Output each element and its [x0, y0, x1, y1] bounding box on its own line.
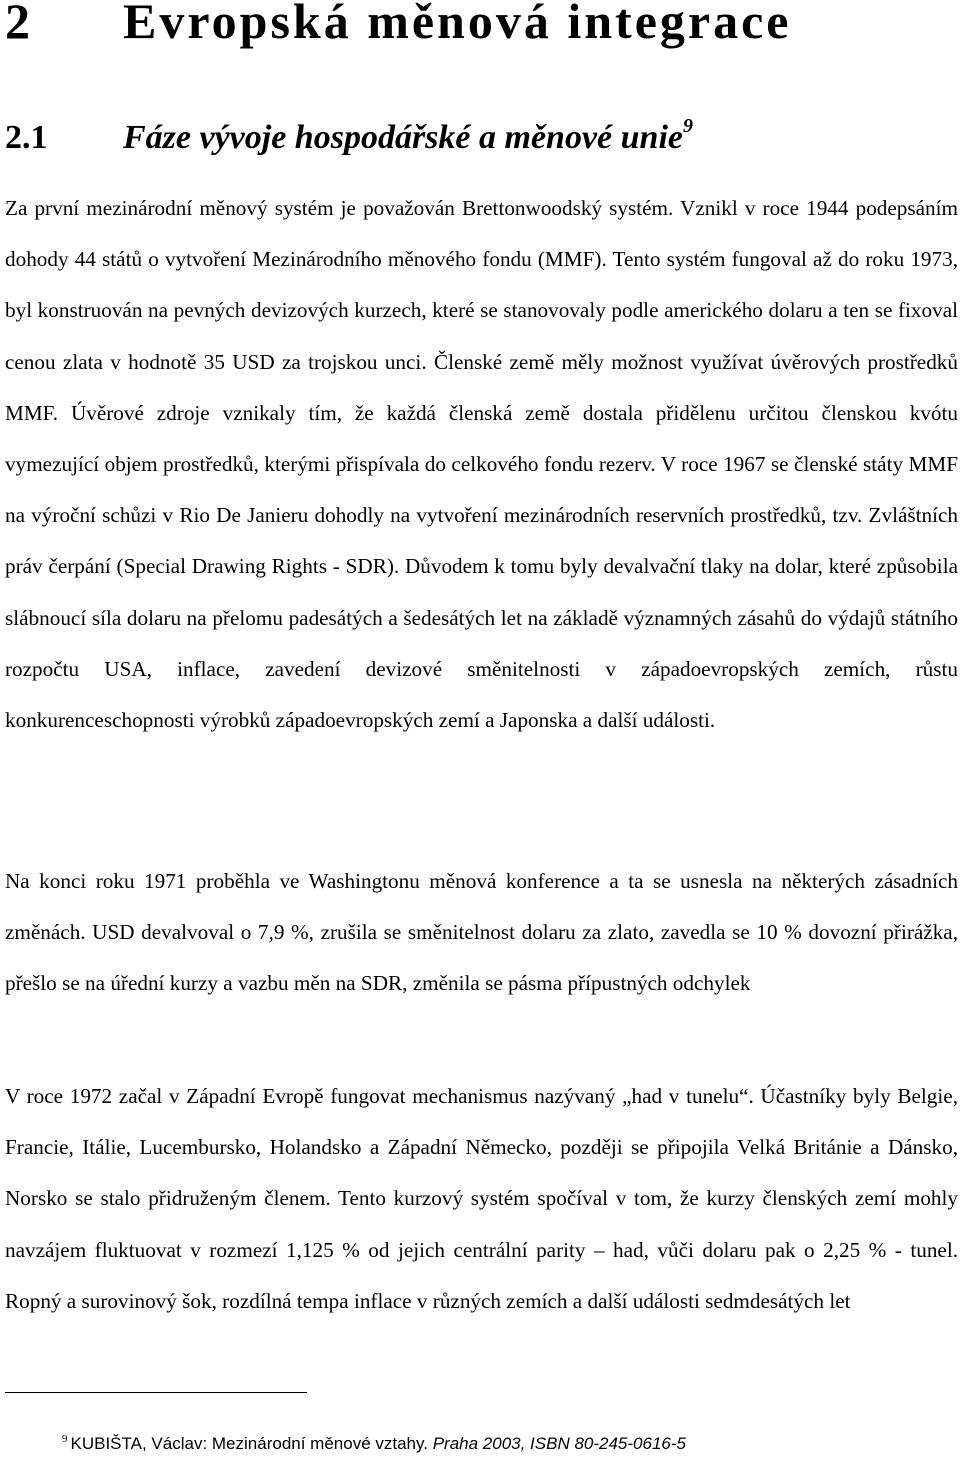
- chapter-title: Evropská měnová integrace: [123, 0, 792, 49]
- footnote-reference[interactable]: 9: [683, 114, 693, 137]
- body-paragraph: Na konci roku 1971 proběhla ve Washingtonu měnová konference a ta se usnesla na některých zásadních změnách. USD devalvoval o 7,9 %, zrušila se směnitelnost dolaru za zlato, zavedla se 10 % dovozní přirážka, přešlo se na úřední kurzy a vazbu měn na SDR, změnila se pásma přípustných odchylek: [5, 869, 958, 996]
- footnote: [62, 1434, 686, 1454]
- body-paragraph: V roce 1972 začal v Západní Evropě fungovat mechanismus nazývaný „had v tunelu“. Účastníky byly Belgie, Francie, Itálie, Lucembursko, Holandsko a Západní Německo, později se připojila Velká Británie a Dánsko, Norsko se stalo přidruženým členem. Tento kurzový systém spočíval v tom, že kurzy členských zemí mohly navzájem fluktuovat v rozmezí 1,125 % od jejich centrální parity – had, vůči dolaru pak o 2,25 % - tunel. Ropný a surovinový šok, rozdílná tempa inflace v různých zemích a další události sedmdesátých let: [5, 1084, 958, 1313]
- section-heading: [5, 114, 693, 158]
- footnote-publication: Praha 2003, ISBN 80-245-0616-5: [432, 1434, 686, 1453]
- footnote-separator: [5, 1392, 307, 1393]
- chapter-heading: [5, 0, 792, 49]
- footnote-number: 9: [62, 1433, 68, 1446]
- body-paragraph: Za první mezinárodní měnový systém je považován Brettonwoodský systém. Vznikl v roce 1944 podepsáním dohody 44 států o vytvoření Mezinárodního měnového fondu (MMF). Tento systém fungoval až do roku 1973, byl konstruován na pevných devizových kurzech, které se stanovovaly podle amerického dolaru a ten se fixoval cenou zlata v hodnotě 35 USD za trojskou unci. Členské země měly možnost využívat úvěrových prostředků MMF. Úvěrové zdroje vznikaly tím, že každá členská země dostala přidělenu určitou členskou kvótu vymezující objem prostředků, kterými přispívala do celkového fondu rezerv. V roce 1967 se členské státy MMF na výroční schůzi v Rio De Janieru dohodly na vytvoření mezinárodních reservních prostředků, tzv. Zvláštních práv čerpání (Special Drawing Rights - SDR). Důvodem k tomu byly devalvační tlaky na dolar, které způsobila slábnoucí síla dolaru na přelomu padesátých a šedesátých let na základě významných zásahů do výdajů státního rozpočtu USA, inflace, zavedení devizové směnitelnosti v západoevropských zemích, růstu konkurenceschopnosti výrobků západoevropských zemí a Japonska a další události.: [5, 196, 958, 733]
- footnote-text: KUBIŠTA, Václav: Mezinárodní měnové vztahy.: [70, 1434, 428, 1453]
- section-number: 2.1: [5, 119, 48, 156]
- section-title: Fáze vývoje hospodářské a měnové unie: [123, 119, 683, 156]
- chapter-number: 2: [5, 0, 30, 49]
